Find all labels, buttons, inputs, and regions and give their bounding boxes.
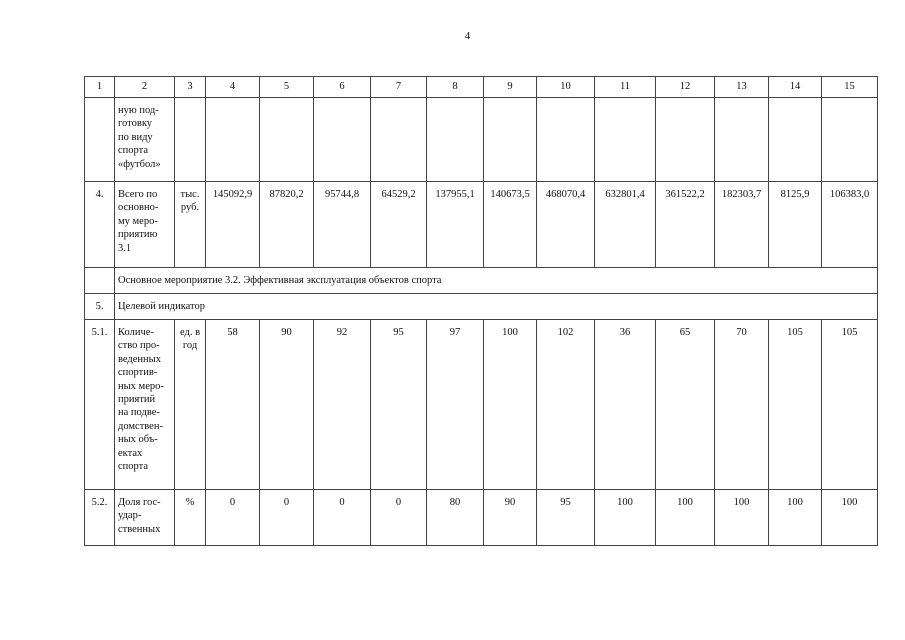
indicator-name-cell: ную под- готовку по виду спорта «футбол»: [115, 98, 175, 182]
value-cell: 0: [314, 490, 371, 546]
value-cell: [595, 98, 656, 182]
header-cell-14: 14: [769, 77, 822, 98]
row-number-cell: 5.: [85, 294, 115, 320]
value-cell: 105: [822, 320, 878, 490]
value-cell: [537, 98, 595, 182]
value-cell: 468070,4: [537, 182, 595, 268]
value-cell: 145092,9: [206, 182, 260, 268]
header-cell-13: 13: [715, 77, 769, 98]
header-cell-7: 7: [371, 77, 427, 98]
table-row: [85, 182, 878, 268]
row-number-cell: 4.: [85, 182, 115, 268]
indicator-name-cell: Количе- ство про- веденных спортив- ных меро- приятий на подве- домствен- ных объ- ектах спорта: [115, 320, 175, 490]
section-title-cell: Целевой индикатор: [115, 294, 878, 320]
header-cell-4: 4: [206, 77, 260, 98]
table-row: [85, 490, 878, 546]
value-cell: [206, 98, 260, 182]
header-cell-10: 10: [537, 77, 595, 98]
value-cell: [769, 98, 822, 182]
value-cell: 95: [371, 320, 427, 490]
table-row: [85, 320, 878, 490]
value-cell: 100: [769, 490, 822, 546]
value-cell: 97: [427, 320, 484, 490]
value-cell: 100: [595, 490, 656, 546]
header-cell-1: 1: [85, 77, 115, 98]
value-cell: 80: [427, 490, 484, 546]
unit-cell: ед. в год: [175, 320, 206, 490]
value-cell: 58: [206, 320, 260, 490]
table-row: [85, 294, 878, 320]
header-cell-5: 5: [260, 77, 314, 98]
header-cell-2: 2: [115, 77, 175, 98]
value-cell: [715, 98, 769, 182]
value-cell: 90: [260, 320, 314, 490]
header-cell-11: 11: [595, 77, 656, 98]
value-cell: [314, 98, 371, 182]
value-cell: 106383,0: [822, 182, 878, 268]
indicator-name-cell: Всего по основно- му меро- приятию 3.1: [115, 182, 175, 268]
value-cell: 95744,8: [314, 182, 371, 268]
value-cell: 140673,5: [484, 182, 537, 268]
header-row: [85, 77, 878, 98]
value-cell: 100: [822, 490, 878, 546]
value-cell: 0: [260, 490, 314, 546]
value-cell: 92: [314, 320, 371, 490]
indicator-name-cell: Доля гос- удар- ственных: [115, 490, 175, 546]
value-cell: 100: [656, 490, 715, 546]
value-cell: 100: [484, 320, 537, 490]
table-row: [85, 98, 878, 182]
table-row: [85, 268, 878, 294]
value-cell: 0: [206, 490, 260, 546]
value-cell: 64529,2: [371, 182, 427, 268]
value-cell: 90: [484, 490, 537, 546]
header-cell-12: 12: [656, 77, 715, 98]
row-number-cell: [85, 98, 115, 182]
indicator-table: [84, 76, 878, 546]
value-cell: [484, 98, 537, 182]
value-cell: 137955,1: [427, 182, 484, 268]
header-cell-6: 6: [314, 77, 371, 98]
value-cell: 95: [537, 490, 595, 546]
value-cell: 632801,4: [595, 182, 656, 268]
unit-cell: %: [175, 490, 206, 546]
value-cell: 105: [769, 320, 822, 490]
row-number-cell: [85, 268, 115, 294]
unit-cell: тыс. руб.: [175, 182, 206, 268]
header-cell-3: 3: [175, 77, 206, 98]
unit-cell: [175, 98, 206, 182]
header-cell-15: 15: [822, 77, 878, 98]
value-cell: 70: [715, 320, 769, 490]
page-number: 4: [464, 30, 471, 42]
value-cell: 0: [371, 490, 427, 546]
value-cell: 182303,7: [715, 182, 769, 268]
value-cell: [427, 98, 484, 182]
value-cell: 102: [537, 320, 595, 490]
value-cell: 87820,2: [260, 182, 314, 268]
value-cell: 361522,2: [656, 182, 715, 268]
value-cell: 65: [656, 320, 715, 490]
section-title-cell: Основное мероприятие 3.2. Эффективная эксплуатация объектов спорта: [115, 268, 878, 294]
value-cell: [260, 98, 314, 182]
value-cell: [822, 98, 878, 182]
value-cell: [656, 98, 715, 182]
row-number-cell: 5.1.: [85, 320, 115, 490]
header-cell-8: 8: [427, 77, 484, 98]
header-cell-9: 9: [484, 77, 537, 98]
value-cell: 36: [595, 320, 656, 490]
value-cell: [371, 98, 427, 182]
value-cell: 100: [715, 490, 769, 546]
value-cell: 8125,9: [769, 182, 822, 268]
row-number-cell: 5.2.: [85, 490, 115, 546]
